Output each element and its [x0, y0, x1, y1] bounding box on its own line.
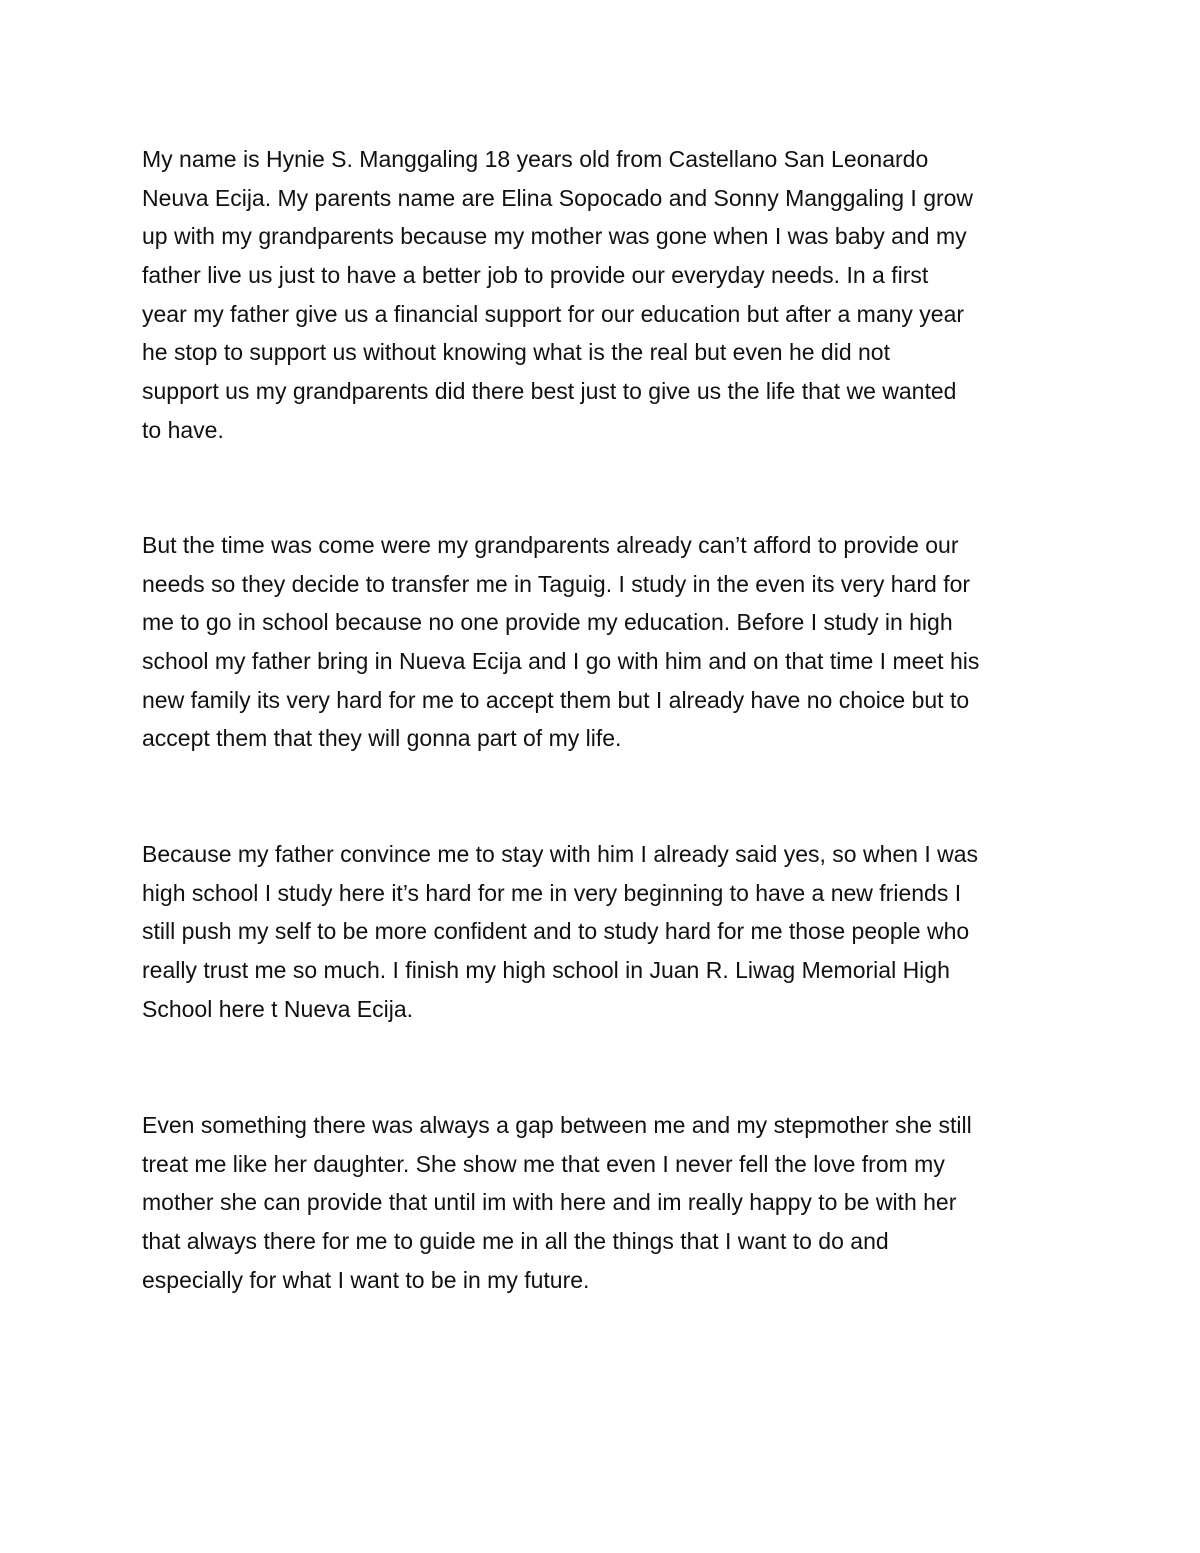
text-line: really trust me so much. I finish my high school in Juan R. Liwag Memorial High — [142, 957, 950, 984]
text-line: to have. — [142, 416, 224, 443]
text-line: needs so they decide to transfer me in Taguig. I study in the even its very hard for — [142, 570, 971, 597]
text-line: still push my self to be more confident and to study hard for me those people who — [142, 918, 970, 945]
text-line: Because my father convince me to stay with him I already said yes, so when I was — [142, 841, 979, 867]
text-line: School here t Nueva Ecija. — [142, 995, 414, 1022]
text-line: me to go in school because no one provide my education. Before I study in high — [142, 609, 953, 636]
text-line: support us my grandparents did there best just to give us the life that we wanted — [142, 378, 957, 405]
paragraph-4 — [142, 1106, 1072, 1299]
text-line: year my father give us a financial support for our education but after a many year — [142, 300, 965, 327]
text-line: up with my grandparents because my mother was gone when I was baby and my — [142, 223, 967, 250]
text-line: he stop to support us without knowing what is the real but even he did not — [142, 339, 890, 366]
text-line: that always there for me to guide me in all the things that I want to do and — [142, 1228, 889, 1255]
text-line: new family its very hard for me to accept them but I already have no choice but to — [142, 686, 970, 713]
paragraph-3 — [142, 835, 1072, 1028]
text-line: Even something there was always a gap between me and my stepmother she still — [142, 1112, 972, 1138]
paragraph-1 — [142, 140, 1072, 450]
text-line: Neuva Ecija. My parents name are Elina Sopocado and Sonny Manggaling I grow — [142, 184, 974, 211]
text-line: mother she can provide that until im with here and im really happy to be with her — [142, 1189, 957, 1216]
text-line: treat me like her daughter. She show me that even I never fell the love from my — [142, 1150, 945, 1177]
text-line: accept them that they will gonna part of my life. — [142, 725, 622, 752]
paragraph-2 — [142, 526, 1072, 758]
text-line: high school I study here it’s hard for me in very beginning to have a new friends I — [142, 879, 962, 906]
text-line: especially for what I want to be in my future. — [142, 1266, 590, 1293]
text-line: My name is Hynie S. Manggaling 18 years old from Castellano San Leonardo — [142, 146, 929, 172]
text-line: father live us just to have a better job to provide our everyday needs. In a first — [142, 262, 929, 289]
text-line: school my father bring in Nueva Ecija and I go with him and on that time I meet his — [142, 648, 980, 675]
text-line: But the time was come were my grandparents already can’t afford to provide our — [142, 532, 959, 558]
